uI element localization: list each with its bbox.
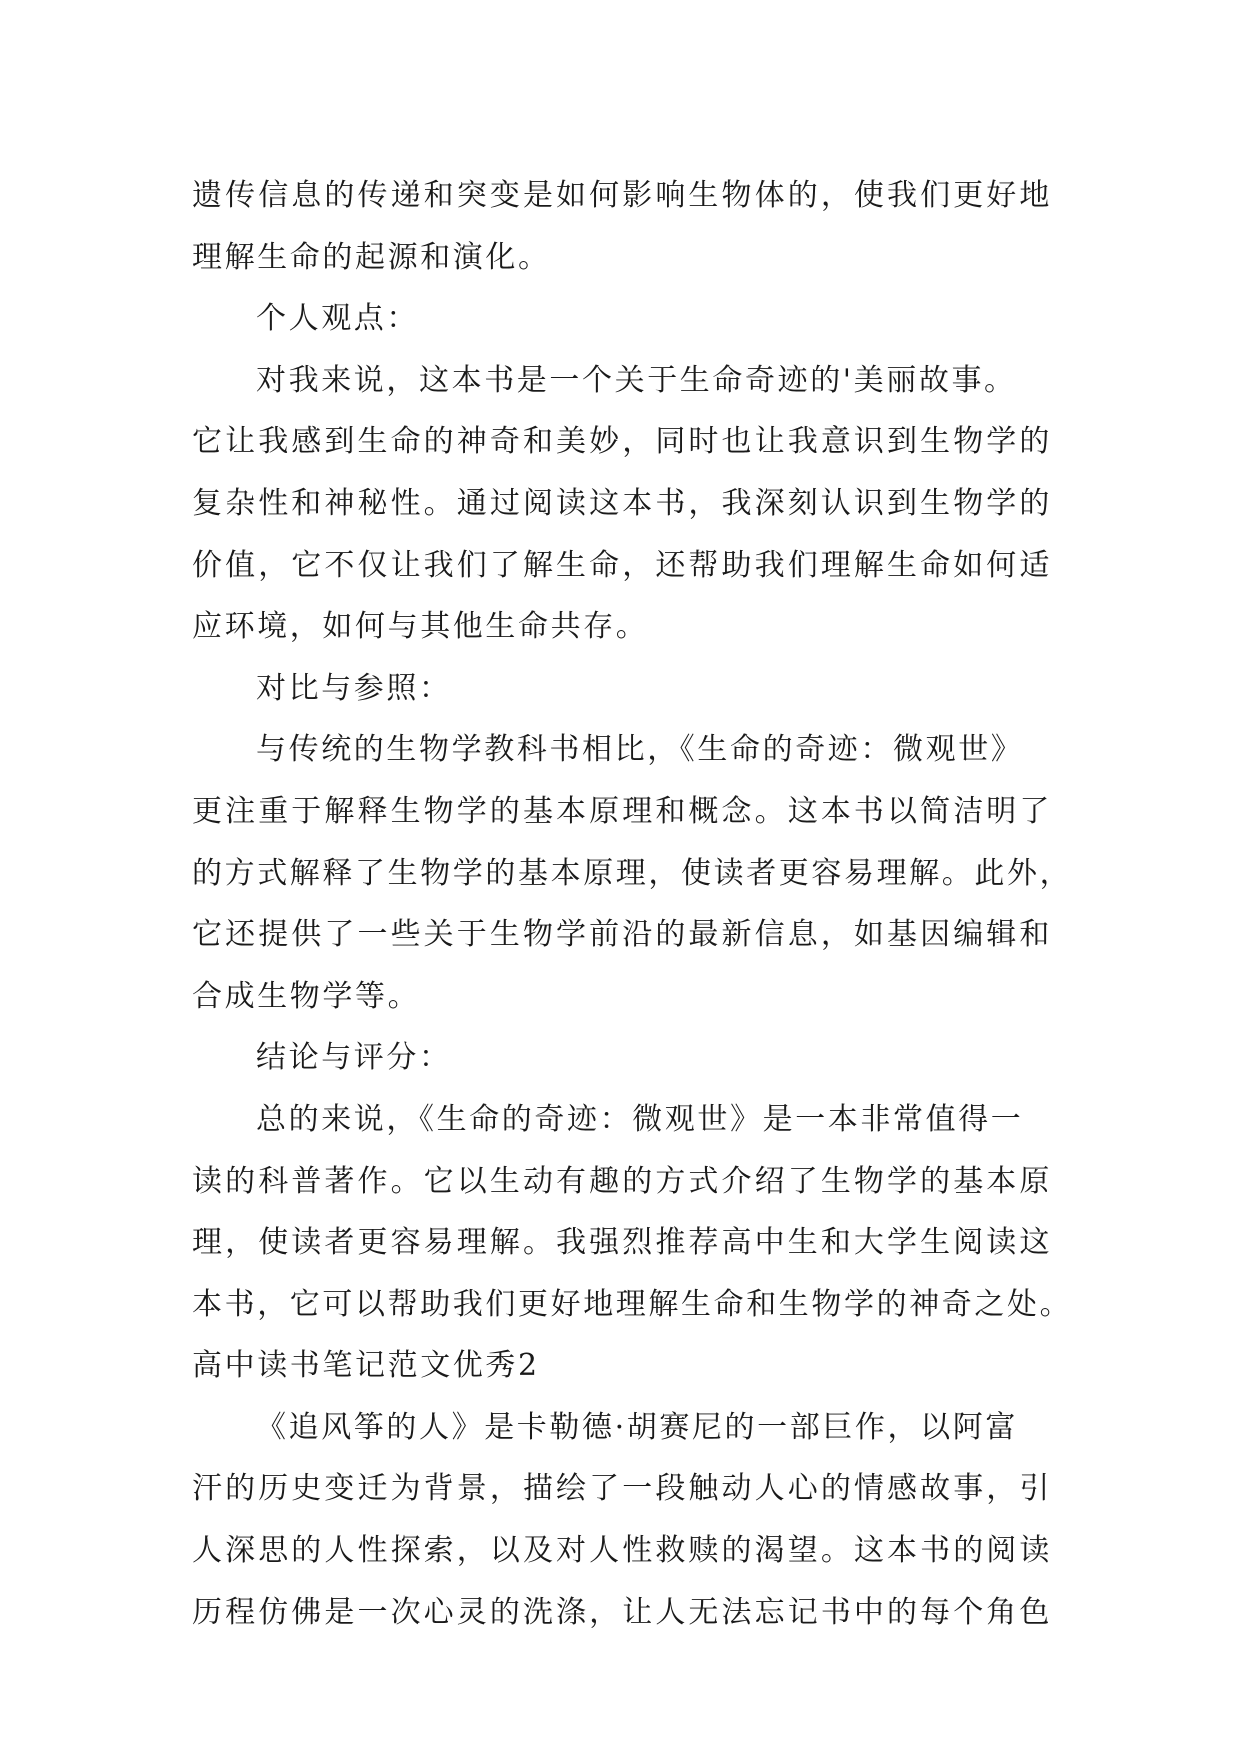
text-line: 总的来说，《生命的奇迹：微观世》是一本非常值得一 <box>256 1101 1024 1137</box>
text-line: 汗的历史变迁为背景，描绘了一段触动人心的情感故事，引 <box>192 1471 1052 1507</box>
text-line: 历程仿佛是一次心灵的洗涤，让人无法忘记书中的每个角色 <box>192 1594 1052 1630</box>
text-line: 更注重于解释生物学的基本原理和概念。这本书以简洁明了 <box>192 793 1052 829</box>
section-heading: 对比与参照： <box>256 670 452 706</box>
text-line: 应环境，如何与其他生命共存。 <box>192 609 649 645</box>
section-heading: 结论与评分： <box>256 1040 452 1076</box>
text-line: 理解生命的起源和演化。 <box>192 239 551 275</box>
text-line: 它让我感到生命的神奇和美妙，同时也让我意识到生物学的 <box>192 424 1052 460</box>
body-text <box>192 165 1073 1643</box>
text-line: 复杂性和神秘性。通过阅读这本书，我深刻认识到生物学的 <box>192 485 1052 521</box>
text-line: 与传统的生物学教科书相比，《生命的奇迹：微观世》 <box>256 732 1024 768</box>
text-line: 合成生物学等。 <box>192 978 421 1014</box>
text-line: 遗传信息的传递和突变是如何影响生物体的，使我们更好地 <box>192 178 1052 213</box>
section-heading: 个人观点： <box>256 301 419 337</box>
text-line: 本书，它可以帮助我们更好地理解生命和生物学的神奇之处。 <box>192 1286 1073 1322</box>
text-line: 对我来说，这本书是一个关于生命奇迹的'美丽故事。 <box>256 362 1017 398</box>
text-line: 它还提供了一些关于生物学前沿的最新信息，如基因编辑和 <box>192 917 1052 953</box>
text-line: 理，使读者更容易理解。我强烈推荐高中生和大学生阅读这 <box>192 1225 1052 1261</box>
article-title: 高中读书笔记范文优秀2 <box>192 1348 540 1384</box>
text-line: 人深思的人性探索，以及对人性救赎的渴望。这本书的阅读 <box>192 1533 1052 1569</box>
text-line: 的方式解释了生物学的基本原理，使读者更容易理解。此外， <box>192 855 1073 891</box>
text-line: 价值，它不仅让我们了解生命，还帮助我们理解生命如何适 <box>192 547 1052 583</box>
text-line: 读的科普著作。它以生动有趣的方式介绍了生物学的基本原 <box>192 1163 1052 1199</box>
text-line: 《追风筝的人》是卡勒德·胡赛尼的一部巨作，以阿富 <box>256 1409 1018 1445</box>
